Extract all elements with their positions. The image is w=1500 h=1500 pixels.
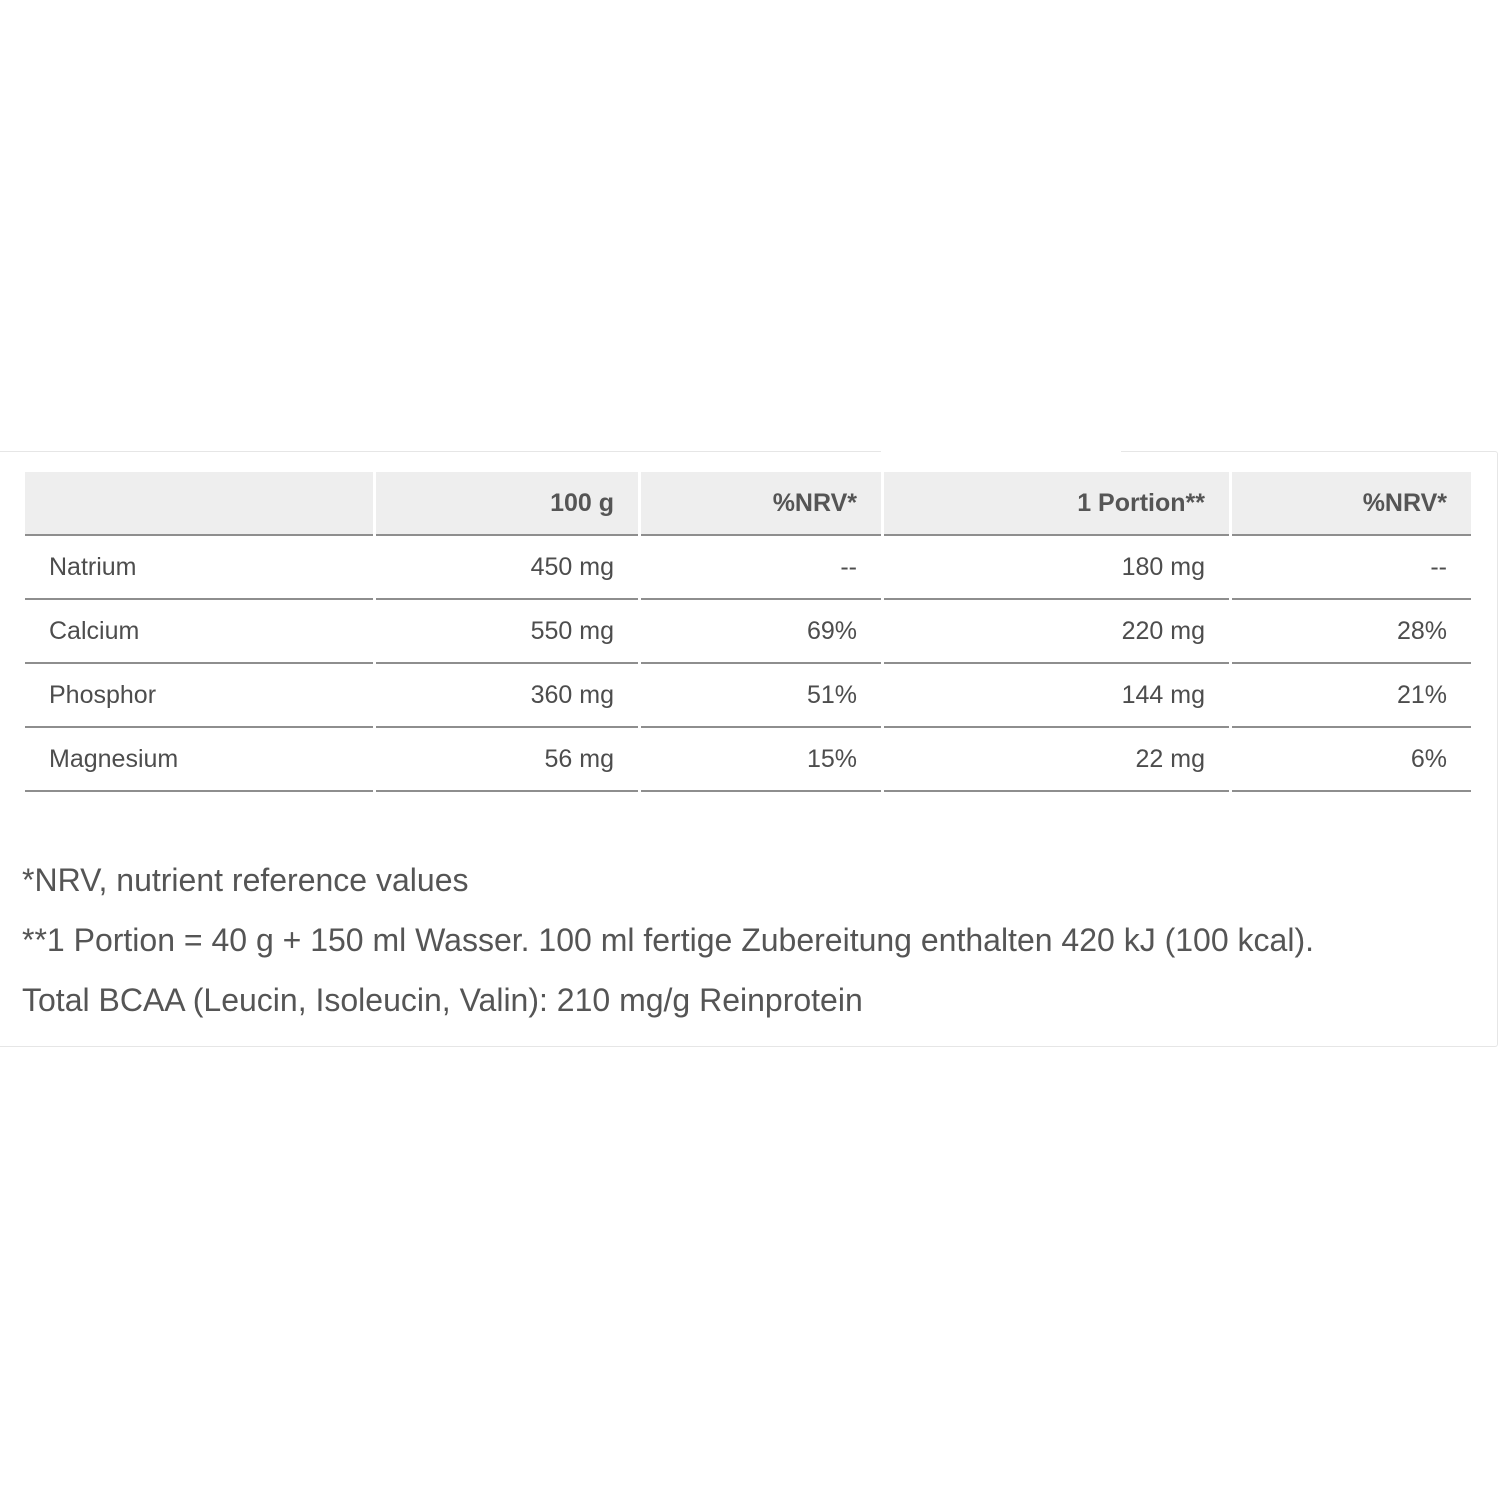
value-per-100g: 56 mg xyxy=(376,728,638,792)
value-per-portion: 180 mg xyxy=(884,536,1229,600)
nutrient-name: Magnesium xyxy=(25,728,373,792)
nutrient-name: Phosphor xyxy=(25,664,373,728)
nrv-per-100g: 15% xyxy=(641,728,881,792)
nutrient-name: Natrium xyxy=(25,536,373,600)
header-per-100g: 100 g xyxy=(376,472,638,536)
footnote-portion: **1 Portion = 40 g + 150 ml Wasser. 100 ml fertige Zubereitung enthalten 420 kJ (100 kcal). xyxy=(22,922,1314,958)
table-row xyxy=(25,664,1471,728)
nrv-per-100g: 69% xyxy=(641,600,881,664)
nutrition-table xyxy=(22,472,1474,792)
footnote-bcaa: Total BCAA (Leucin, Isoleucin, Valin): 210 mg/g Reinprotein xyxy=(22,982,863,1018)
value-per-100g: 550 mg xyxy=(376,600,638,664)
table-header-row xyxy=(25,472,1471,536)
header-nrv-100g: %NRV* xyxy=(641,472,881,536)
footnotes xyxy=(22,850,1462,1030)
table-row xyxy=(25,728,1471,792)
nrv-per-portion: -- xyxy=(1232,536,1471,600)
table-row xyxy=(25,600,1471,664)
header-nutrient xyxy=(25,472,373,536)
nutrient-name: Calcium xyxy=(25,600,373,664)
nrv-per-portion: 21% xyxy=(1232,664,1471,728)
value-per-portion: 144 mg xyxy=(884,664,1229,728)
value-per-portion: 220 mg xyxy=(884,600,1229,664)
nrv-per-portion: 6% xyxy=(1232,728,1471,792)
tab-gap xyxy=(881,450,1121,453)
nrv-per-portion: 28% xyxy=(1232,600,1471,664)
table-row xyxy=(25,536,1471,600)
nrv-per-100g: -- xyxy=(641,536,881,600)
nrv-per-100g: 51% xyxy=(641,664,881,728)
nutrition-panel xyxy=(0,451,1498,1047)
value-per-100g: 450 mg xyxy=(376,536,638,600)
header-per-portion: 1 Portion** xyxy=(884,472,1229,536)
value-per-100g: 360 mg xyxy=(376,664,638,728)
value-per-portion: 22 mg xyxy=(884,728,1229,792)
footnote-nrv: *NRV, nutrient reference values xyxy=(22,862,469,898)
header-nrv-portion: %NRV* xyxy=(1232,472,1471,536)
